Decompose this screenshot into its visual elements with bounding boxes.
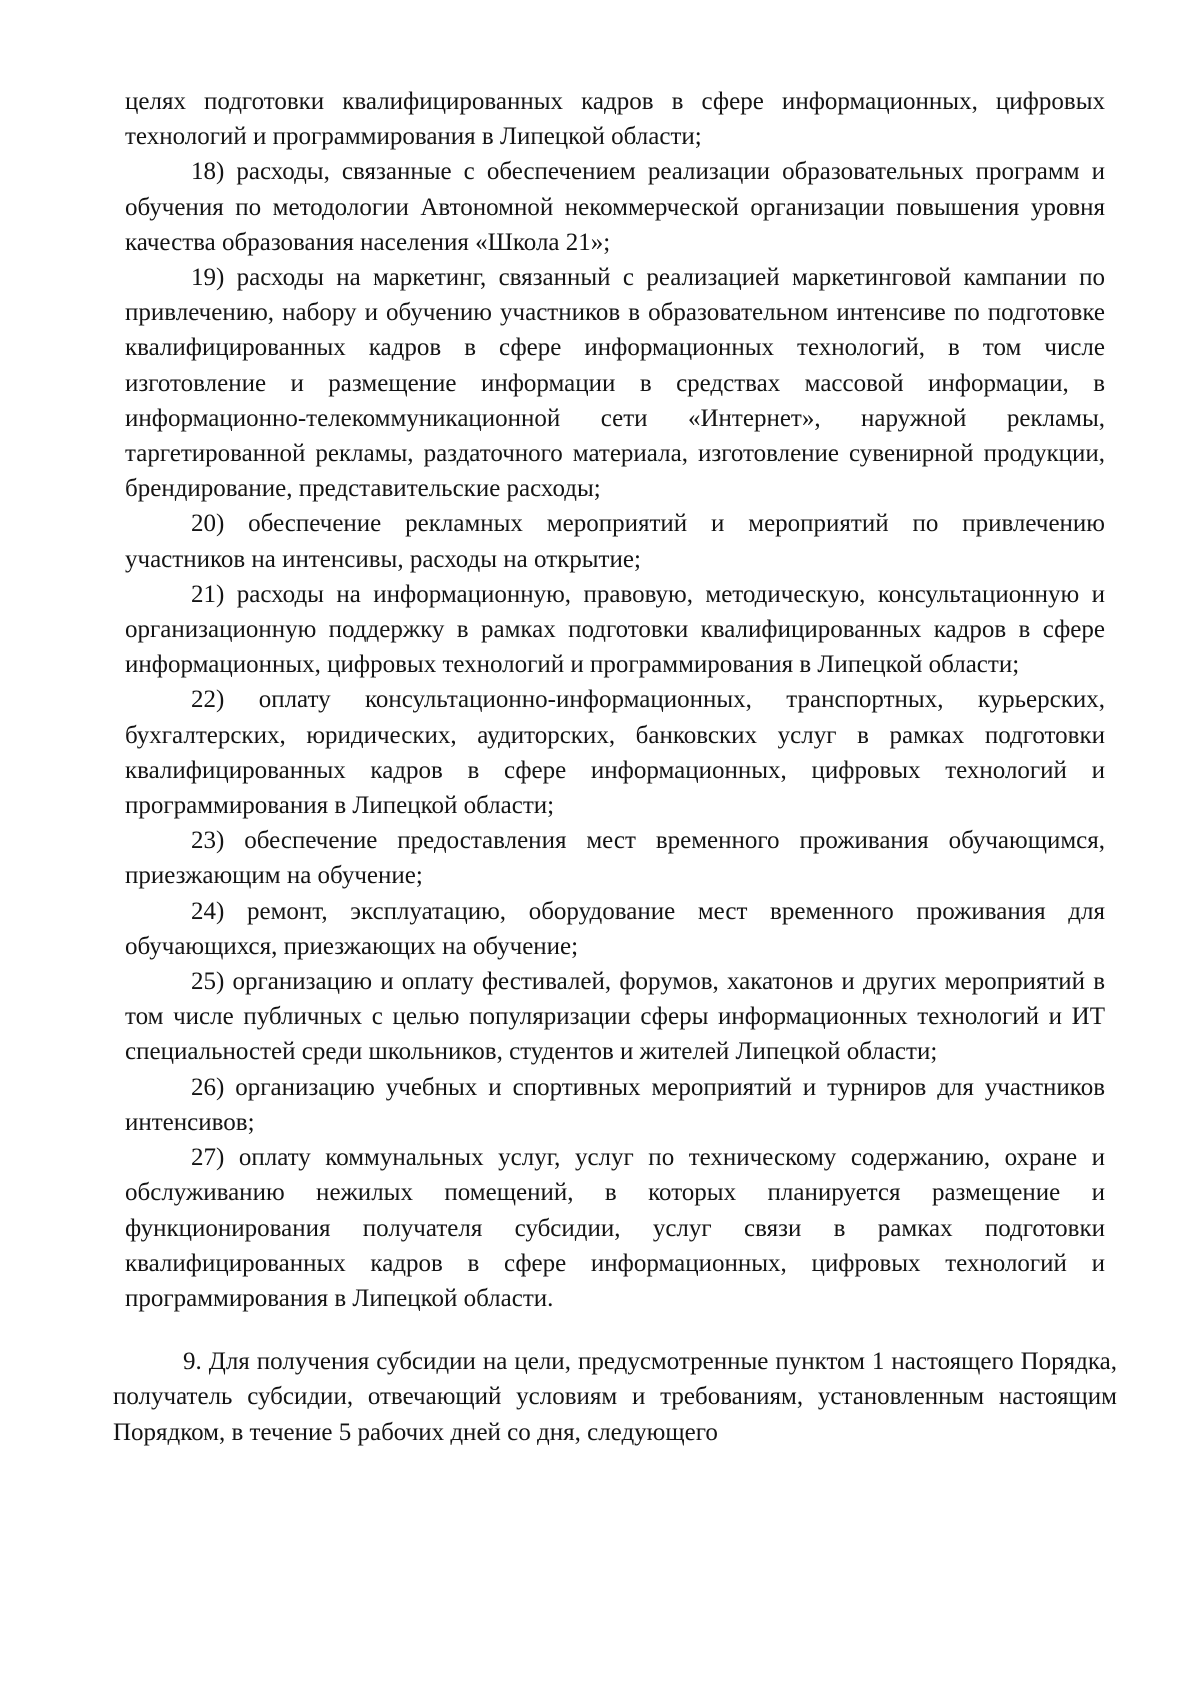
continuation-paragraph: целях подготовки квалифицированных кадров в сфере информационных, цифровых технологий и программирования в Липецкой области; (125, 88, 1105, 151)
section-9-paragraph: 9. Для получения субсидии на цели, предусмотренные пунктом 1 настоящего Порядка, получатель субсидии, отвечающий условиям и требованиям, установленным настоящим Порядком, в течение 5 рабочих дней со дня, следующего (113, 1348, 1117, 1446)
list-item-24: 24) ремонт, эксплуатацию, оборудование мест временного проживания для обучающихся, приезжающих на обучение; (125, 897, 1105, 960)
list-item-20: 20) обеспечение рекламных мероприятий и мероприятий по привлечению участников на интенсивы, расходы на открытие; (125, 510, 1105, 573)
list-item-18: 18) расходы, связанные с обеспечением реализации образовательных программ и обучения по методологии Автономной некоммерческой организации повышения уровня качества образования населения «Школа 21»; (125, 158, 1105, 256)
list-item-26: 26) организацию учебных и спортивных мероприятий и турниров для участников интенсивов; (125, 1073, 1105, 1136)
list-item-27: 27) оплату коммунальных услуг, услуг по техническому содержанию, охране и обслуживанию нежилых помещений, в которых планируется размещение и функционирования получателя субсидии, услуг связи в рамках подготовки квалифицированных кадров в сфере информационных, цифровых технологий и программирования в Липецкой области. (125, 1144, 1105, 1312)
list-item-19: 19) расходы на маркетинг, связанный с реализацией маркетинговой кампании по привлечению, набору и обучению участников в образовательном интенсиве по подготовке квалифицированных кадров в сфере информационных технологий, в том числе изготовление и размещение информации в средствах массовой информации, в информационно-телекоммуникационной сети «Интернет», наружной рекламы, таргетированной рекламы, раздаточного материала, изготовление сувенирной продукции, брендирование, представительские расходы; (125, 264, 1105, 503)
document-page (113, 84, 1117, 1450)
list-item-21: 21) расходы на информационную, правовую, методическую, консультационную и организационную поддержку в рамках подготовки квалифицированных кадров в сфере информационных, цифровых технологий и программирования в Липецкой области; (125, 580, 1105, 679)
list-item-25: 25) организацию и оплату фестивалей, форумов, хакатонов и других мероприятий в том числе публичных с целью популяризации сферы информационных технологий и ИТ специальностей среди школьников, студентов и жителей Липецкой области; (125, 968, 1105, 1066)
list-item-23: 23) обеспечение предоставления мест временного проживания обучающимся, приезжающим на обучение; (125, 827, 1105, 890)
list-item-22: 22) оплату консультационно-информационных, транспортных, курьерских, бухгалтерских, юридических, аудиторских, банковских услуг в рамках подготовки квалифицированных кадров в сфере информационных, цифровых технологий и программирования в Липецкой области; (125, 686, 1105, 820)
